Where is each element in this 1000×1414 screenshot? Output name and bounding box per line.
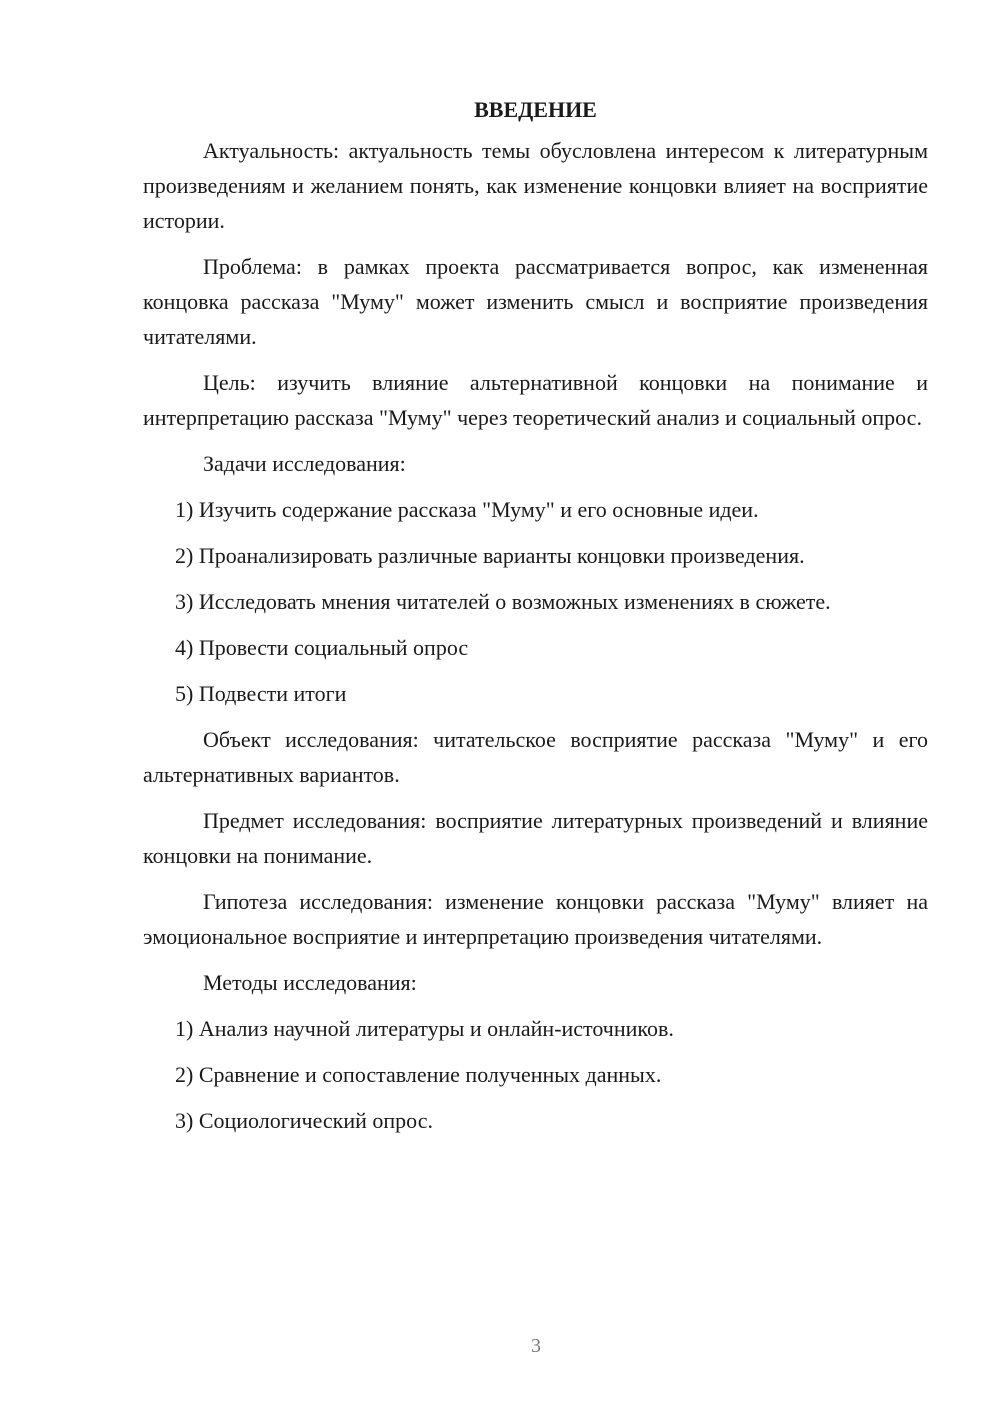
- list-item: [143, 1011, 928, 1046]
- list-item: [143, 492, 928, 527]
- section-heading: ВВЕДЕНИЕ: [474, 97, 597, 122]
- page-content: [143, 95, 928, 1149]
- list-item-number: 2): [175, 1062, 199, 1087]
- list-item: [143, 584, 928, 619]
- list-item: [143, 676, 928, 711]
- methods-title: Методы исследования:: [203, 970, 417, 995]
- goal-paragraph: Цель: изучить влияние альтернативной концовки на понимание и интерпретацию рассказа "Муму" через теоретический анализ и социальный опрос.: [143, 370, 928, 430]
- tasks-list: [143, 492, 928, 711]
- page-number: 3: [531, 1335, 541, 1357]
- list-item-text: Социологический опрос.: [198, 1108, 433, 1133]
- list-item-text: Изучить содержание рассказа "Муму" и его основные идеи.: [198, 497, 759, 522]
- list-item-number: 3): [175, 589, 199, 614]
- hypothesis-paragraph: Гипотеза исследования: изменение концовки рассказа "Муму" влияет на эмоциональное восприятие и интерпретацию произведения читателями.: [143, 889, 928, 949]
- list-item-text: Провести социальный опрос: [198, 635, 469, 660]
- subject-paragraph: Предмет исследования: восприятие литературных произведений и влияние концовки на понимание.: [143, 808, 928, 868]
- object-paragraph: Объект исследования: читательское восприятие рассказа "Муму" и его альтернативных вариантов.: [143, 727, 928, 787]
- methods-list: [143, 1011, 928, 1138]
- list-item-text: Анализ научной литературы и онлайн-источников.: [198, 1016, 674, 1041]
- list-item: [143, 1057, 928, 1092]
- list-item: [143, 1103, 928, 1138]
- list-item-number: 2): [175, 543, 199, 568]
- list-item-number: 5): [175, 681, 199, 706]
- list-item: [143, 630, 928, 665]
- list-item-text: Сравнение и сопоставление полученных данных.: [198, 1062, 662, 1087]
- relevance-paragraph: Актуальность: актуальность темы обусловлена интересом к литературным произведениям и желанием понять, как изменение концовки влияет на восприятие истории.: [143, 138, 928, 233]
- list-item: [143, 538, 928, 573]
- list-item-text: Исследовать мнения читателей о возможных изменениях в сюжете.: [198, 589, 831, 614]
- list-item-text: Подвести итоги: [198, 681, 347, 706]
- tasks-title: Задачи исследования:: [203, 451, 406, 476]
- list-item-number: 1): [175, 497, 199, 522]
- list-item-number: 1): [175, 1016, 199, 1041]
- problem-paragraph: Проблема: в рамках проекта рассматривается вопрос, как измененная концовка рассказа "Муму" может изменить смысл и восприятие произведения читателями.: [143, 254, 928, 349]
- list-item-number: 4): [175, 635, 199, 660]
- list-item-text: Проанализировать различные варианты концовки произведения.: [198, 543, 805, 568]
- list-item-number: 3): [175, 1108, 199, 1133]
